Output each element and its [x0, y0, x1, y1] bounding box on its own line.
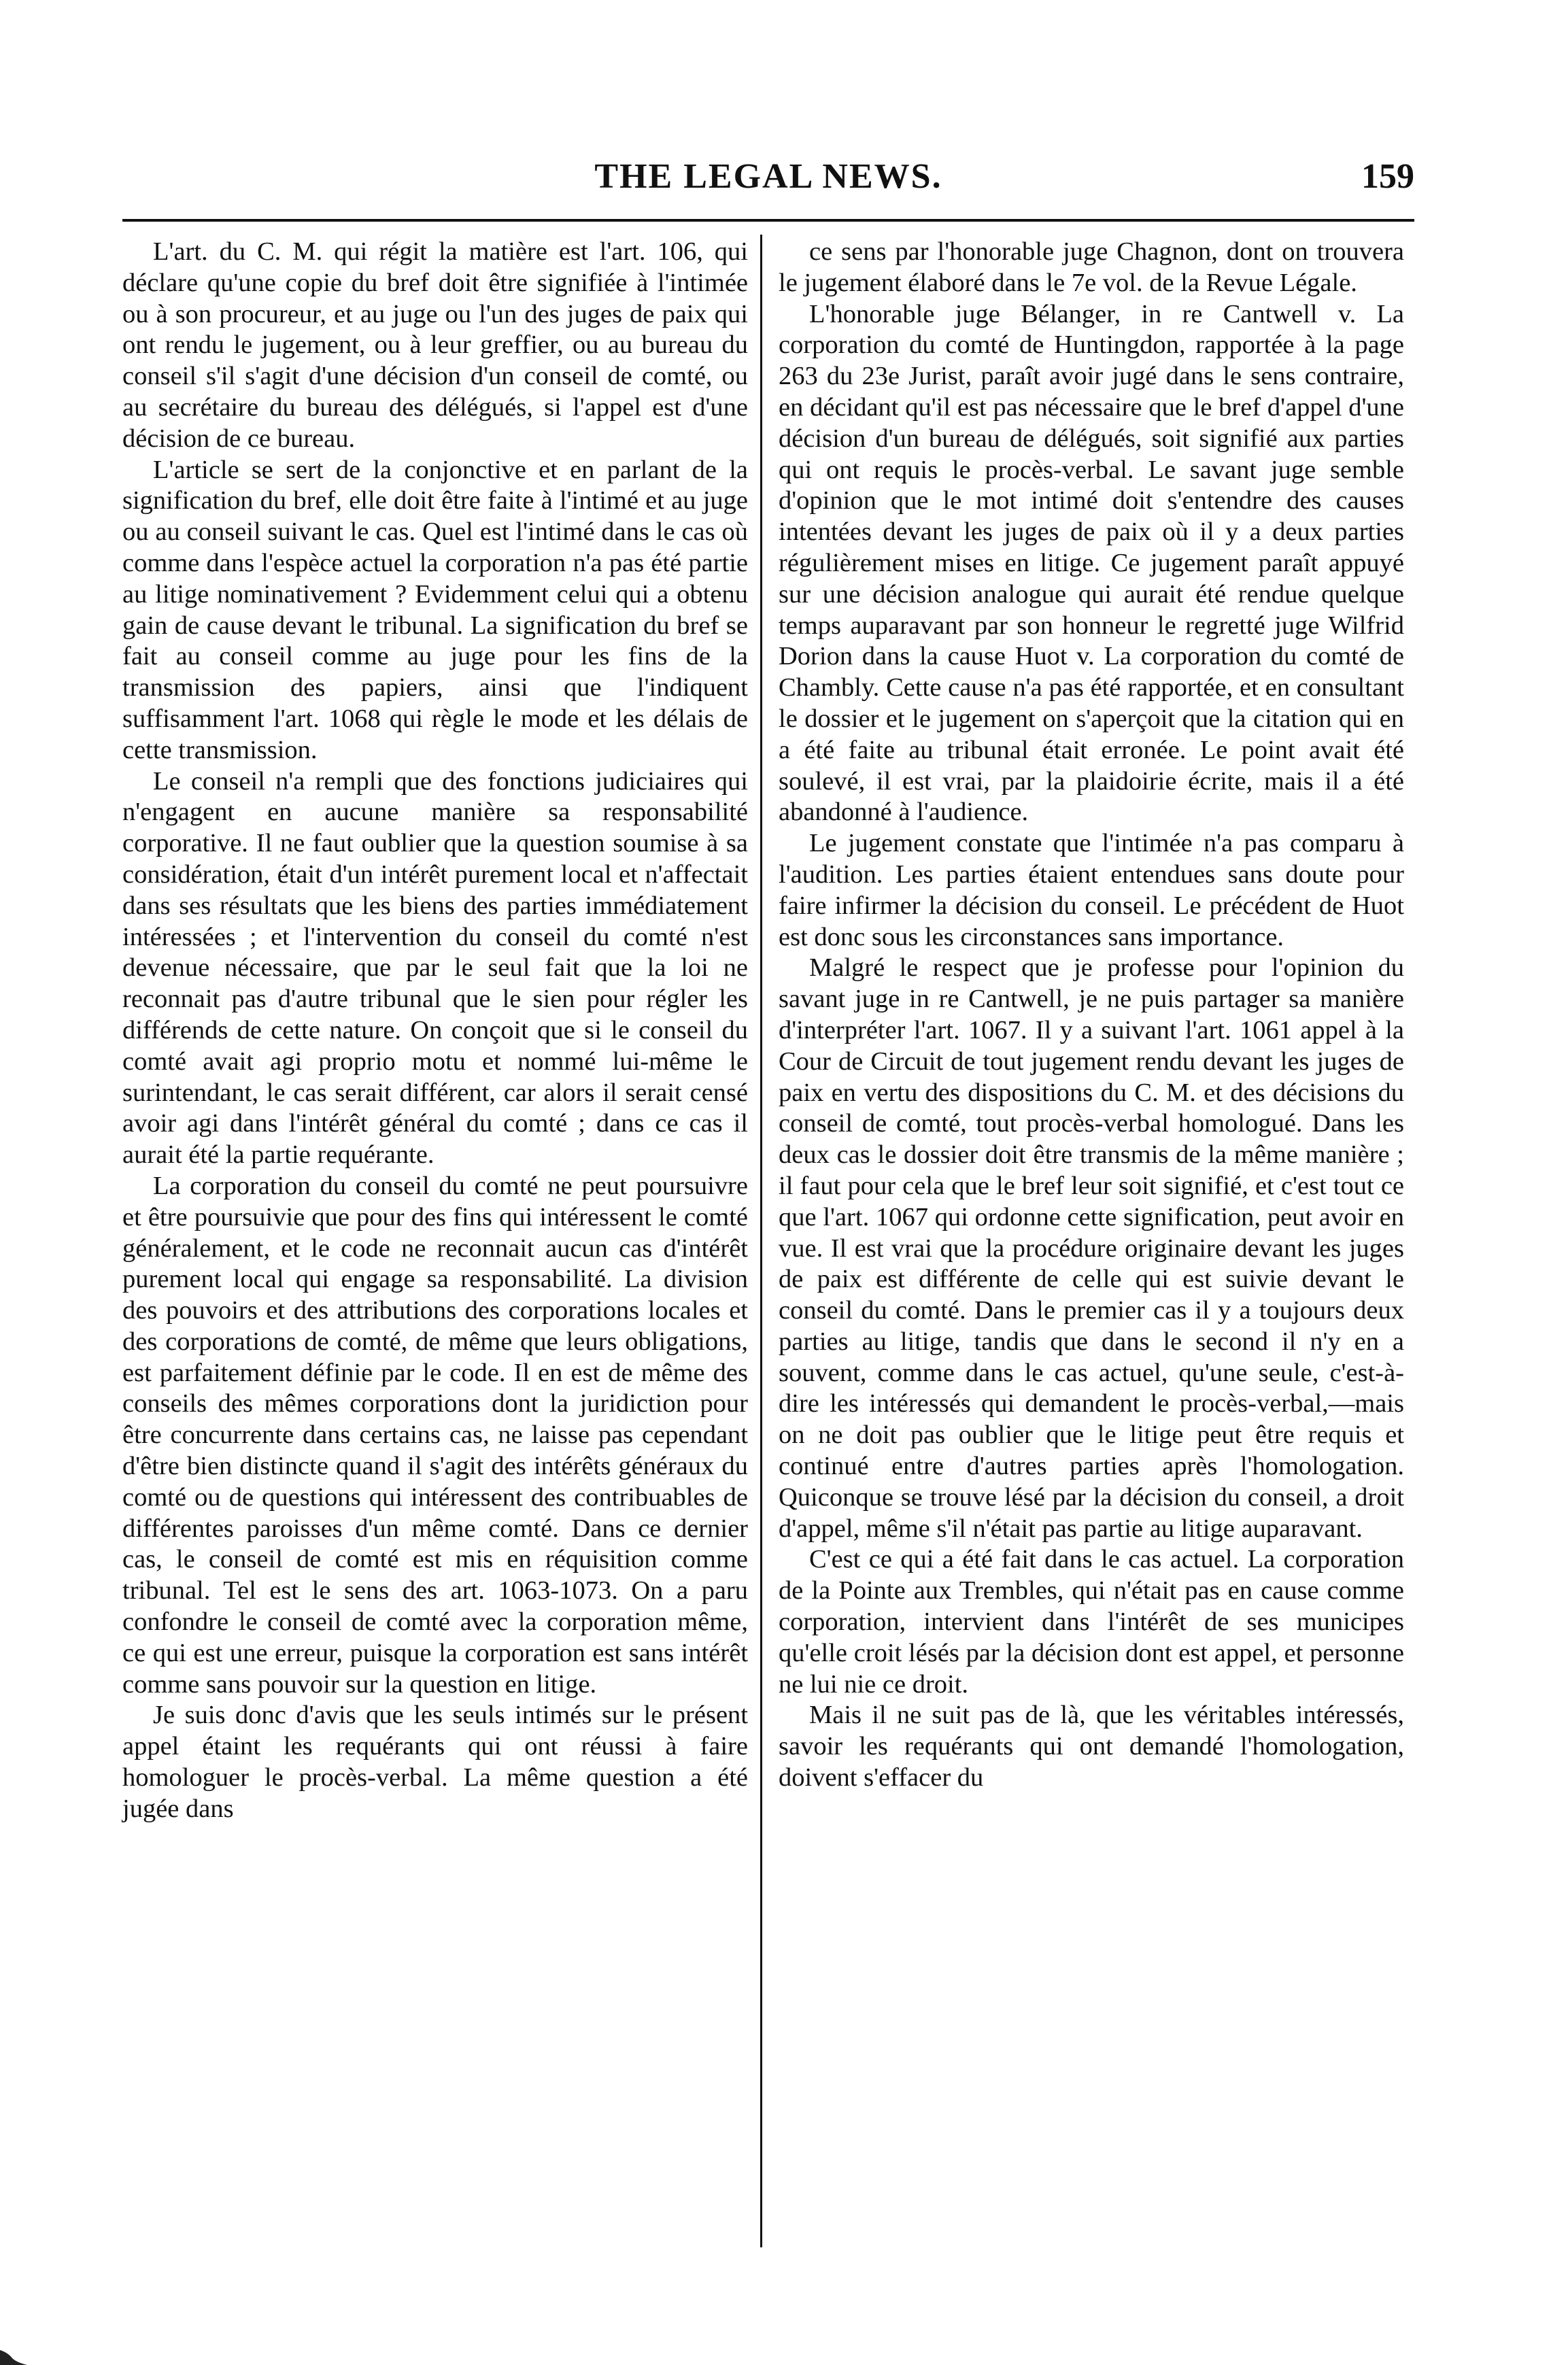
left-column — [122, 237, 748, 1825]
paragraph: L'honorable juge Bélanger, in re Cantwell v. La corporation du comté de Huntingdon, rapportée à la page 263 du 23e Jurist, paraît avoir jugé dans le sens contraire, en décidant qu'il est pas nécessaire que le bref d'appel d'une décision d'un bureau de délégués, soit signifié aux parties qui ont requis le procès-verbal. Le savant juge semble d'opinion que le mot intimé doit s'entendre des causes intentées devant les juges de paix où il y a deux parties régulièrement mises en litige. Ce jugement paraît appuyé sur une décision analogue qui aurait été rendue quelque temps auparavant par son honneur le regretté juge Wilfrid Dorion dans la cause Huot v. La corporation du comté de Chambly. Cette cause n'a pas été rapportée, et en consultant le dossier et le jugement on s'aperçoit que la citation qui en a été faite au tribunal était erronée. Le point avait été soulevé, il est vrai, par la plaidoirie écrite, mais il a été abandonné à l'audience. — [779, 299, 1404, 827]
column-divider — [760, 235, 762, 2247]
paragraph: La corporation du conseil du comté ne peut poursuivre et être poursuivie que pour des fins qui intéressent le comté généralement, et le code ne reconnait aucun cas d'intérêt purement local qui engage sa responsabilité. La division des pouvoirs et des attributions des corporations locales et des corporations de comté, de même que leurs obligations, est parfaitement définie par le code. Il en est de même des conseils des mêmes corporations dont la juridiction pour être concurrente dans certains cas, ne laisse pas cependant d'être bien distincte quand il s'agit des intérêts généraux du comté ou de questions qui intéressent des contribuables de différentes paroisses d'un même comté. Dans ce dernier cas, le conseil de comté est mis en réquisition comme tribunal. Tel est le sens des art. 1063-1073. On a paru confondre le conseil de comté avec la corporation même, ce qui est une erreur, puisque la corporation est sans intérêt comme sans pouvoir sur la question en litige. — [122, 1171, 748, 1699]
page-header — [122, 156, 1414, 218]
paragraph: L'art. du C. M. qui régit la matière est l'art. 106, qui déclare qu'une copie du bref doit être signifiée à l'intimée ou à son procureur, et au juge ou l'un des juges de paix qui ont rendu le jugement, ou à leur greffier, ou au bureau du conseil s'il s'agit d'une décision d'un conseil de comté, ou au secrétaire du bureau des délégués, si l'appel est d'une décision de ce bureau. — [122, 237, 748, 453]
paragraph: L'article se sert de la conjonctive et en parlant de la signification du bref, elle doit être faite à l'intimé et au juge ou au conseil suivant le cas. Quel est l'intimé dans le cas où comme dans l'espèce actuel la corporation n'a pas été partie au litige nominativement ? Evidemment celui qui a obtenu gain de cause devant le tribunal. La signification du bref se fait au conseil comme au juge pour les fins de la transmission des papiers, ainsi que l'indiquent suffisamment l'art. 1068 qui règle le mode et les délais de cette transmission. — [122, 455, 748, 764]
paragraph: Malgré le respect que je professe pour l'opinion du savant juge in re Cantwell, je ne puis partager sa manière d'interpréter l'art. 1067. Il y a suivant l'art. 1061 appel à la Cour de Circuit de tout jugement rendu devant les juges de paix en vertu des dispositions du C. M. et des décisions du conseil de comté, tout procès-verbal homologué. Dans les deux cas le dossier doit être transmis de la même manière ; il faut pour cela que le bref leur soit signifié, et c'est tout ce que l'art. 1067 qui ordonne cette signification, peut avoir en vue. Il est vrai que la procédure originaire devant les juges de paix est différente de celle qui est suivie devant le conseil du comté. Dans le premier cas il y a toujours deux parties au litige, tandis que dans le second il n'y en a souvent, comme dans le cas actuel, qu'une seule, c'est-à-dire les intéressés qui demandent le procès-verbal,—mais on ne doit pas oublier que le litige peut être requis et continué entre d'autres parties après l'homologation. Quiconque se trouve lésé par la décision du conseil, a droit d'appel, même s'il n'était pas partie au litige auparavant. — [779, 953, 1404, 1543]
page-corner-mark — [0, 2338, 27, 2365]
right-column — [779, 237, 1404, 1794]
header-rule — [122, 219, 1414, 222]
paragraph: Mais il ne suit pas de là, que les véritables intéressés, savoir les requérants qui ont demandé l'homologation, doivent s'effacer du — [779, 1701, 1404, 1792]
paragraph: Le jugement constate que l'intimée n'a pas comparu à l'audition. Les parties étaient entendues sans doute pour faire infirmer la décision du conseil. Le précédent de Huot est donc sous les circonstances sans importance. — [779, 829, 1404, 951]
paragraph: ce sens par l'honorable juge Chagnon, dont on trouvera le jugement élaboré dans le 7e vol. de la Revue Légale. — [779, 237, 1404, 297]
running-title: THE LEGAL NEWS. — [594, 157, 942, 196]
paragraph: Le conseil n'a rempli que des fonctions judiciaires qui n'engagent en aucune manière sa responsabilité corporative. Il ne faut oublier que la question soumise à sa considération, était d'un intérêt purement local et n'affectait dans ses résultats que les biens des parties immédiatement intéressées ; et l'intervention du conseil du comté n'est devenue nécessaire, que par le seul fait que la loi ne reconnait pas d'autre tribunal que le sien pour régler les différends de cette nature. On conçoit que si le conseil du comté avait agi proprio motu et nommé lui-même le surintendant, le cas serait différent, car alors il serait censé avoir agi dans l'intérêt général du comté ; dans ce cas il aurait été la partie requérante. — [122, 766, 748, 1170]
page-number: 159 — [1361, 157, 1414, 196]
paragraph: C'est ce qui a été fait dans le cas actuel. La corporation de la Pointe aux Trembles, qui n'était pas en cause comme corporation, intervient dans l'intérêt de ses municipes qu'elle croit lésés par la décision dont est appel, et personne ne lui nie ce droit. — [779, 1545, 1404, 1699]
paragraph: Je suis donc d'avis que les seuls intimés sur le présent appel étaint les requérants qui ont réussi à faire homologuer le procès-verbal. La même question a été jugée dans — [122, 1701, 748, 1823]
